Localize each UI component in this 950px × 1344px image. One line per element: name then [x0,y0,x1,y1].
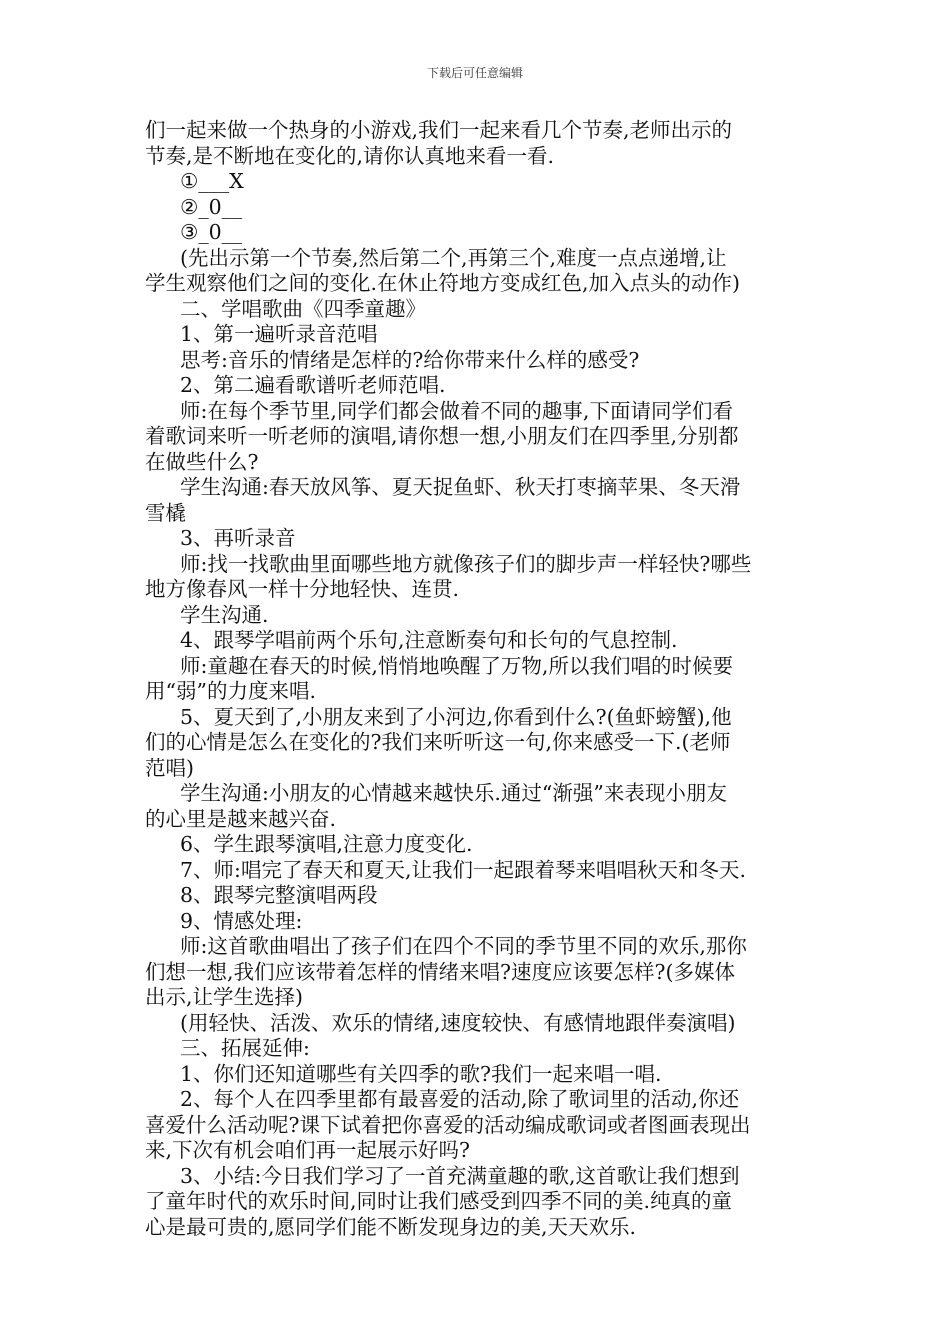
text-line: (用轻快、活泼、欢乐的情绪,速度较快、有感情地跟伴奏演唱) [180,1010,736,1035]
rhythm-item-2: ②_0__ [180,194,243,219]
text-line: 节奏,是不断地在变化的,请你认真地来看一看. [145,143,555,168]
rhythm-item-3: ③_0__ [180,220,243,244]
section-heading: 三、拓展延伸: [180,1036,310,1060]
text-line: 3、小结:今日我们学习了一首充满童趣的歌,这首歌让我们想到 [180,1163,740,1188]
text-line: 学生沟通. [180,602,269,627]
text-line: 5、夏天到了,小朋友来到了小河边,你看到什么?(鱼虾螃蟹),他 [180,704,732,729]
text-line: 们的心情是怎么在变化的?我们来听听这一句,你来感受一下.(老师 [145,730,731,754]
text-line: 心是最可贵的,愿同学们能不断发现身边的美,天天欢乐. [145,1214,637,1239]
text-line: 学生观察他们之间的变化.在休止符地方变成红色,加入点头的动作) [145,271,741,295]
text-line: 在做些什么? [145,449,259,474]
text-line: 师:在每个季节里,同学们都会做着不同的趣事,下面请同学们看 [180,398,733,423]
text-line: 师:童趣在春天的时候,悄悄地唤醒了万物,所以我们唱的时候要 [180,653,733,678]
text-line: 2、第二遍看歌谱听老师范唱. [180,373,446,397]
text-line: 师:这首歌曲唱出了孩子们在四个不同的季节里不同的欢乐,那你 [180,934,747,958]
text-line: 用“弱”的力度来唱. [145,679,316,703]
text-line: 7、师:唱完了春天和夏天,让我们一起跟着琴来唱唱秋天和冬天. [180,857,746,882]
text-line: 雪橇 [145,500,186,525]
text-line: 4、跟琴学唱前两个乐句,注意断奏句和长句的气息控制. [180,628,678,652]
text-line: 9、情感处理: [180,908,303,933]
text-line: 来,下次有机会咱们再一起展示好吗? [145,1138,471,1162]
text-line: 的心里是越来越兴奋. [145,806,337,831]
text-line: 学生沟通:春天放风筝、夏天捉鱼虾、秋天打枣摘苹果、冬天滑 [180,475,741,499]
text-line: 6、学生跟琴演唱,注意力度变化. [180,832,473,856]
text-line: 1、第一遍听录音范唱 [180,322,378,346]
text-line: (先出示第一个节奏,然后第二个,再第三个,难度一点点递增,让 [180,245,727,270]
text-line: 范唱) [145,755,194,780]
text-line: 学生沟通:小朋友的心情越来越快乐.通过“渐强”来表现小朋友 [180,781,727,805]
text-line: 地方像春风一样十分地轻快、连贯. [145,577,460,601]
document-body [145,118,810,1240]
text-line: 2、每个人在四季里都有最喜爱的活动,除了歌词里的活动,你还 [180,1087,740,1111]
page-header: 下载后可任意编辑 [426,66,523,80]
rhythm-item-1: ①___X [180,169,244,193]
text-line: 喜爱什么活动呢?课下试着把你喜爱的活动编成歌词或者图画表现出 [145,1112,751,1137]
text-line: 8、跟琴完整演唱两段 [180,883,378,907]
text-line: 们一起来做一个热身的小游戏,我们一起来看几个节奏,老师出示的 [145,118,733,142]
text-line: 思考:音乐的情绪是怎样的?给你带来什么样的感受? [180,347,640,372]
text-line: 了童年时代的欢乐时间,同时让我们感受到四季不同的美.纯真的童 [145,1189,733,1213]
section-heading: 二、学唱歌曲《四季童趣》 [180,296,426,321]
text-line: 3、再听录音 [180,526,296,550]
text-line: 着歌词来听一听老师的演唱,请你想一想,小朋友们在四季里,分别都 [145,424,739,448]
text-line: 出示,让学生选择) [145,985,304,1009]
text-line: 们想一想,我们应该带着怎样的情绪来唱?速度应该要怎样?(多媒体 [145,959,735,984]
text-line: 1、你们还知道哪些有关四季的歌?我们一起来唱一唱. [180,1061,662,1086]
text-line: 师:找一找歌曲里面哪些地方就像孩子们的脚步声一样轻快?哪些 [180,551,752,576]
